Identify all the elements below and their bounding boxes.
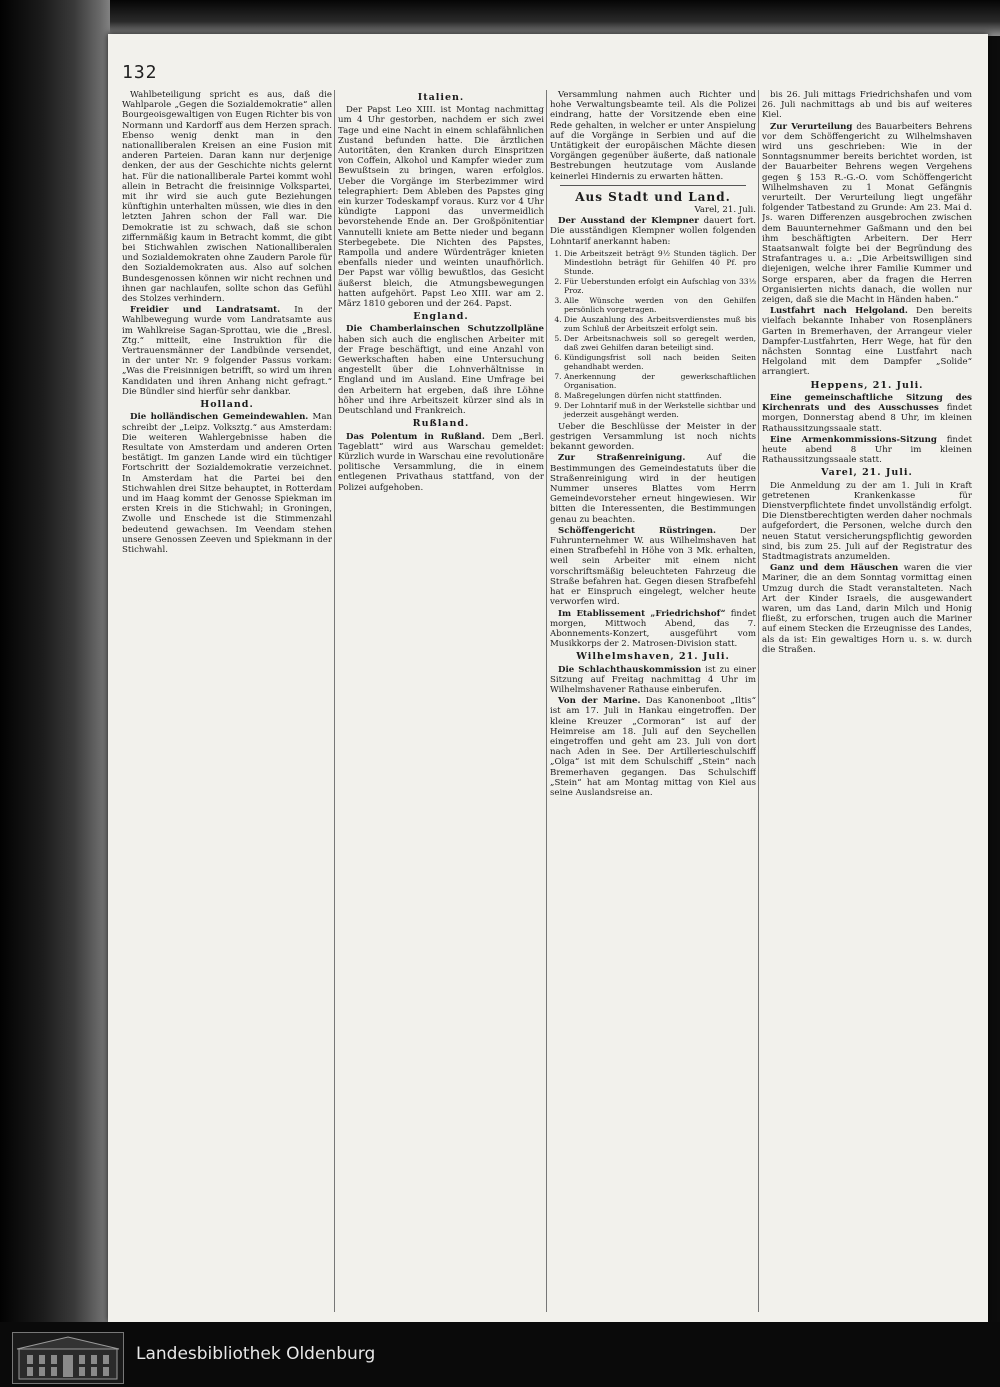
article-heading: Die holländischen Gemeindewahlen. <box>130 412 309 423</box>
article-text: Die Anmeldung zu der am 1. Juli in Kraft getretenen Krankenkasse für Dienstverpflichtete findet unvollständig erfolgt. Die Dienstberechtigten werden daher nochmals aufgefordert, die Personen, welche durch den neuen Statut versicherungspflichtig geworden sind, bis zum 25. Juli auf der Registratur des Stadtmagistrats anzumelden. <box>762 480 972 562</box>
article-heading: Freidier und Landratsamt. <box>130 305 281 316</box>
article-text: Man schreibt der „Leipz. Volksztg.“ aus Amsterdam: Die weiteren Wahlergebnisse haben die Resultate von Amsterdam und anderen Orten bestätigt. Im ganzen Lande wird ein tüchtiger Fortschritt der Sozialdemokratie verzeichnet. In Amsterdam hat die Partei bei den Stichwahlen drei Sitze behauptet, in Rotterdam und im Haag kommt der Genosse Spiekman im ersten Kreis in die Stichwahl; in Groningen, Zwolle und Enschede ist die Stimmenzahl bedeutend gewachsen. Im Veendam stehen unsere Genossen Zeeven und Spiekmann in der Stichwahl. <box>122 412 332 555</box>
section-heading: Rußland. <box>412 418 470 430</box>
article-text: Den bereits vielfach bekannte Inhaber von Rosenpläners Garten in Bremerhaven, der Arrangeur vieler Dampfer-Lustfahrten, Herr Wege, hat für den nächsten Sonntag eine Lustfahrt nach Helgoland mit dem Dampfer „Solide“ arrangiert. <box>762 306 972 378</box>
article-text: Ueber die Beschlüsse der Meister in der gestrigen Versammlung ist noch nichts bekannt geworden. <box>550 421 756 453</box>
article-text: Versammlung nahmen auch Richter und hohe Verwaltungsbeamte teil. Als die Polizei eindrang, hatte der Vorsitzende eben eine Rede gehalten, in welcher er unter Anspielung auf die Vorgänge in Serbien und auf die Untätigkeit der europäischen Mächte diesen Vorgängen gegenüber äußerte, daß nationale Bestrebungen heutzutage vom Auslande keinerlei Hindernis zu erwarten hätten. <box>550 90 756 182</box>
library-logo-icon <box>12 1332 124 1384</box>
article-heading: Eine gemeinschaftliche Sitzung des Kirchenrats und des Ausschusses <box>762 392 972 414</box>
section-heading: England. <box>413 311 469 323</box>
divider <box>560 185 746 186</box>
article-heading: Die Chamberlainschen Schutzzollpläne <box>346 324 544 335</box>
article-heading: Zur Straßenreinigung. <box>558 453 686 464</box>
article-heading: Im Etablissement „Friedrichshof“ <box>558 608 726 619</box>
article-text: Das Kanonenboot „Iltis“ ist am 17. Juli in Hankau eingetroffen. Der kleine Kreuzer „Cormoran“ ist auf der Heimreise am 18. Juli auf den Seychellen eingetroffen und geht am 23. Juli von dort nach Aden in See. Der Artillerieschulschiff „Olga“ ist mit dem Schulschiff „Stein“ nach Bremerhaven gegangen. Das Schulschiff „Stein“ hat am Montag mittag von Kiel aus seine Auslandsreise an. <box>550 696 756 798</box>
article-heading: Von der Marine. <box>558 696 641 707</box>
column-rule <box>546 90 547 1312</box>
section-heading: Holland. <box>200 399 254 411</box>
article-text: In der Wahlbewegung wurde vom Landratsamte aus im Wahlkreise Sagan-Sprottau, wie die „Bresl. Ztg.“ mitteilt, eine Instruktion für die Vertrauensmänner der Landbünde versendet, in der unter Nr. 9 folgender Passus vorkam: „Was die Freisinnigen betrifft, so wird um ihren Kandidaten und ihren Anhang nicht gefragt.“ Die Bündler sind hierfür sehr dankbar. <box>122 305 332 397</box>
article-text: Dem „Berl. Tageblatt“ wird aus Warschau gemeldet: Kürzlich wurde in Warschau eine revolutionäre politische Versammlung, die in einem entlegenen Privathaus stattfand, von der Polizei aufgehoben. <box>338 431 544 493</box>
article-text: bis 26. Juli mittags Friedrichshafen und vom 26. Juli nachmittags ab und bis auf weiteres Kiel. <box>762 90 972 121</box>
article-text: des Bauarbeiters Behrens vor dem Schöffengericht zu Wilhelmshaven wird uns geschrieben: Wie in der Sonntagsnummer bereits berichtet worden, ist der Bauarbeiter Behrens wegen Vergehens gegen § 153 R.-G.-O. vom Schöffengericht Wilhelmshaven zu 1 Monat Gefängnis verurteilt. Der Verurteilung liegt ungefähr folgender Tatbestand zu Grunde: Am 23. Mai d. Js. waren Differenzen ausgebrochen zwischen dem Bauunternehmer Gaßmann und den bei ihm beschäftigten Arbeitern. Der Herr Staatsanwalt folgte bei der Begründung des Strafantrages u. a.: „Die Arbeitswilligen sind diejenigen, welche ihrer Familie Kummer und Sorge ersparen, aber da fragen die Herren Organisierten nichts danach, die wollen nur zeigen, daß sie die Macht in Händen haben.“ <box>762 121 972 306</box>
list-item: 2. Für Ueberstunden erfolgt ein Aufschlag von 33⅓ Proz. <box>564 277 756 295</box>
article-heading: Lustfahrt nach Helgoland. <box>770 306 908 317</box>
library-name: Landesbibliothek Oldenburg <box>136 1344 376 1364</box>
column-rule <box>334 90 335 1312</box>
article-heading: Ganz und dem Häuschen <box>770 563 899 574</box>
section-heading: Aus Stadt und Land. <box>575 189 731 204</box>
article-text: findet heute abend 8 Uhr im kleinen Rathaussitzungssaale statt. <box>762 434 972 466</box>
list-item: 7. Anerkennung der gewerkschaftlichen Organisation. <box>564 372 756 390</box>
list-item: 1. Die Arbeitszeit beträgt 9½ Stunden täglich. Der Mindestlohn beträgt für Gehilfen 40 Pf. pro Stunde. <box>564 249 756 276</box>
dateline: Varel, 21. Juli. <box>694 205 756 216</box>
list-item: 4. Die Auszahlung des Arbeitsverdienstes muß bis zum Schluß der Arbeitszeit erfolgt sein. <box>564 315 756 333</box>
article-text: waren die vier Mariner, die an dem Sonntag vormittag einen Umzug durch die Stadt veranstalteten. Nach Art der Kinder Israels, die ausgewandert waren, um das Land, darin Milch und Honig fließt, zu erforschen, trugen auch die Mariner auf einem Stecken die Erzeugnisse des Landes, als da ist: Ein gewaltiges Horn u. s. w. durch die Straßen. <box>762 563 972 655</box>
book-spine <box>0 0 120 1387</box>
section-heading: Italien. <box>417 92 465 103</box>
article-heading: Die Schlachthauskommission <box>558 664 702 675</box>
column-2 <box>338 90 544 1312</box>
article-heading: Der Ausstand der Klempner <box>558 216 699 227</box>
page-number: 132 <box>122 62 158 83</box>
footer-bar <box>0 1322 1000 1387</box>
article-text: Wahlbeteiligung spricht es aus, daß die Wahlparole „Gegen die Sozialdemokratie“ allen Bourgeoisgewaltigen von Eugen Richter bis von Normann und Kardorff aus dem Herzen sprach. Ebenso wenig denkt man in den nationalliberalen Kreisen an eine Fusion mit anderen Parteien. Daran kann nur derjenige denken, der aus der Geschichte nichts gelernt hat. Für die nationalliberale Partei kommt wohl allein in Betracht die freisinnige Volkspartei, mit ihr wird sie auch gute Beziehungen künftighin unterhalten müssen, wie dies in den letzten Jahren schon der Fall war. Die Demokratie ist zu schwach, daß sie schon ziffernmäßig kaum in Betracht kommt, die gibt bei Stichwahlen zwischen Nationalliberalen und Sozialdemokraten ohne Zaudern Parole für den Sozialdemokraten aus. Also auf solchen Bundesgenossen können wir nicht rechnen und ihnen gar nachlaufen, sollte schon das Gefühl des Stolzes verhindern. <box>122 90 332 305</box>
columns-container <box>122 90 974 1312</box>
article-text: findet morgen, Donnerstag abend 8 Uhr, im kleinen Rathaussitzungssaale statt. <box>762 403 972 434</box>
list-item: 5. Der Arbeitsnachweis soll so geregelt werden, daß zwei Gehilfen daran beteiligt sind. <box>564 334 756 352</box>
article-text: Der Fuhrunternehmer W. aus Wilhelmshaven hat einen Strafbefehl in Höhe von 3 Mk. erhalten, weil sein Arbeiter mit einem nicht vorschriftsmäßig beleuchteten Fahrzeug die Straße befahren hat. Gegen diesen Strafbefehl hat er Einspruch eingelegt, welcher heute verworfen wird. <box>550 525 756 608</box>
article-text: findet morgen, Mittwoch Abend, das 7. Abonnements-Konzert, ausgeführt vom Musikkorps der 2. Matrosen-Division statt. <box>550 608 756 650</box>
list-item: 8. Maßregelungen dürfen nicht stattfinden. <box>564 391 756 400</box>
article-heading: Eine Armenkommissions-Sitzung <box>770 434 937 445</box>
tariff-list <box>550 249 756 419</box>
section-heading: Varel, 21. Juli. <box>821 467 913 479</box>
article-heading: Das Polentum in Rußland. <box>346 431 485 442</box>
article-text: ist zu einer Sitzung auf Freitag nachmittag 4 Uhr im Wilhelmshavener Rathause einberufen. <box>550 664 756 695</box>
article-heading: Zur Verurteilung <box>770 121 853 132</box>
section-heading: Heppens, 21. Juli. <box>810 379 924 391</box>
article-text: dauert fort. Die ausständigen Klempner wollen folgenden Lohntarif anerkannt haben: <box>550 216 756 247</box>
column-rule <box>758 90 759 1312</box>
newspaper-page <box>108 34 988 1322</box>
section-heading: Wilhelmshaven, 21. Juli. <box>576 651 730 663</box>
list-item: 6. Kündigungsfrist soll nach beiden Seiten gehandhabt werden. <box>564 353 756 371</box>
article-text: Auf die Bestimmungen des Gemeindestatuts über die Straßenreinigung wird in der heutigen Nummer unseres Blattes vom Herrn Gemeindevorsteher erneut hingewiesen. Wir bitten die Interessenten, die Bestimmungen genau zu beachten. <box>550 453 756 525</box>
list-item: 3. Alle Wünsche werden von den Gehilfen persönlich vorgetragen. <box>564 296 756 314</box>
list-item: 9. Der Lohntarif muß in der Werkstelle sichtbar und jederzeit ausgehängt werden. <box>564 401 756 419</box>
column-4 <box>762 90 972 1312</box>
book-edge-top <box>110 0 1000 36</box>
column-3 <box>550 90 756 1312</box>
article-text: haben sich auch die englischen Arbeiter mit der Frage beschäftigt, und eine Anzahl von Gewerkschaften haben eine Untersuchung angestellt über die Lohnverhältnisse in England und im Ausland. Eine Umfrage bei den Arbeitern hat ergeben, daß ihre Löhne höher und ihre Arbeitszeit kürzer sind als in Deutschland und Frankreich. <box>338 334 544 417</box>
article-heading: Schöffengericht Rüstringen. <box>558 525 717 536</box>
column-1 <box>122 90 332 1312</box>
article-text: Der Papst Leo XIII. ist Montag nachmittag um 4 Uhr gestorben, nachdem er sich zwei Tage und eine Nacht in einem schlafähnlichen Zustand befunden hatte. Die ärztlichen Autoritäten, den Kranken durch Einspritzen von Coffein, Alkohol und Kampfer wieder zum Bewußtsein zu bringen, waren erfolglos. Ueber die Vorgänge im Sterbezimmer wird telegraphiert: Dem Ableben des Papstes ging ein kurzer Todeskampf voraus. Kurz vor 4 Uhr kündigte Lapponi das unvermeidlich bevorstehende Ende an. Der Großpönitentiar Vannutelli kniete am Bette nieder und begann Sterbegebete. Die Nichten des Papstes, Rampolla und andere Würdenträger knieten ebenfalls nieder und weinten unaufhörlich. Der Papst war völlig bewußtlos, das Gesicht äußerst bleich, die Atmungsbewegungen hatten aufgehört. Papst Leo XIII. war am 2. März 1810 geboren und der 264. Papst. <box>338 105 544 310</box>
